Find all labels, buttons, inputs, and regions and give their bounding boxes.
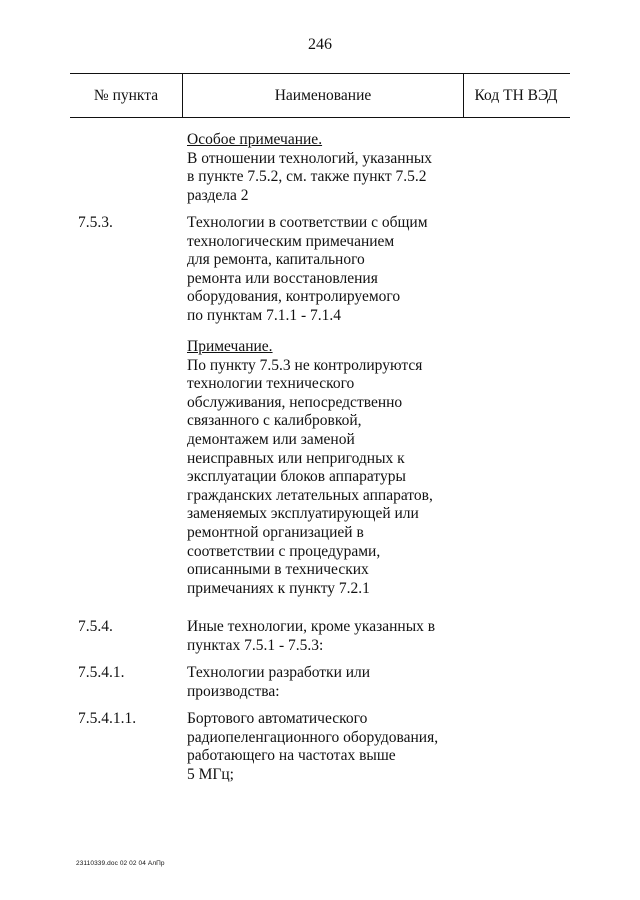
entry-text [187,131,467,205]
entry-line: описанными в технических [187,561,369,579]
note-title: Примечание. [187,338,273,355]
entry-line: оборудования, контролируемого [187,288,401,306]
entry-line: Технологии в соответствии с общим [187,214,428,231]
entry-line: эксплуатации блоков аппаратуры [187,468,406,486]
entry-text [187,710,467,784]
entry-text [187,214,467,326]
table-header [70,73,570,118]
entry-line: в пункте 7.5.2, см. также пункт 7.5.2 [187,168,427,186]
entry-text [187,618,467,655]
entry-text [187,664,467,701]
entry-line: 5 МГц; [187,765,234,783]
entry-line: ремонтной организацией в [187,523,364,541]
entry-line: ремонта или восстановления [187,269,378,287]
entry-number: 7.5.4.1. [78,664,125,681]
entry-line: технологическим примечанием [187,232,395,250]
entry-line: неисправных или непригодных к [187,449,405,467]
entry-line: Бортового автоматического [187,710,368,727]
entry-line: заменяемых эксплуатирующей или [187,505,419,523]
entry-line: В отношении технологий, указанных [187,149,433,167]
document-footer: 23110339.doc 02 02 04 АлПр [76,860,165,867]
entry-line: демонтажем или заменой [187,430,355,448]
entry-line: Технологии разработки или [187,664,371,681]
entry-line: обслуживания, непосредственно [187,393,403,411]
note-title: Особое примечание. [187,131,323,148]
entry-line: производства: [187,682,280,700]
entry-line: соответствии с процедурами, [187,542,381,560]
entry-line: раздела 2 [187,186,249,204]
entry-number: 7.5.4.1.1. [78,710,137,727]
entry-line: для ремонта, капитального [187,251,365,269]
entry-number: 7.5.4. [78,618,113,635]
entry-line: технологии технического [187,375,355,393]
entry-line: гражданских летательных аппаратов, [187,486,433,504]
entry-number: 7.5.3. [78,214,113,231]
entry-line: работающего на частотах выше [187,747,396,765]
page-number: 246 [308,36,332,53]
entry-line: связанного с калибровкой, [187,412,362,430]
entry-line: примечаниях к пункту 7.2.1 [187,579,370,597]
entry-line: Иные технологии, кроме указанных в [187,618,436,635]
header-col-code: Код ТН ВЭД [474,86,558,104]
entry-line: по пунктам 7.1.1 - 7.1.4 [187,306,342,324]
header-col-number: № пункта [93,86,159,104]
entry-line: По пункту 7.5.3 не контролируются [187,356,423,374]
entry-text [187,338,467,598]
entry-line: радиопеленгационного оборудования, [187,728,439,746]
header-col-name: Наименование [182,74,464,117]
entry-line: пунктах 7.5.1 - 7.5.3: [187,636,324,654]
